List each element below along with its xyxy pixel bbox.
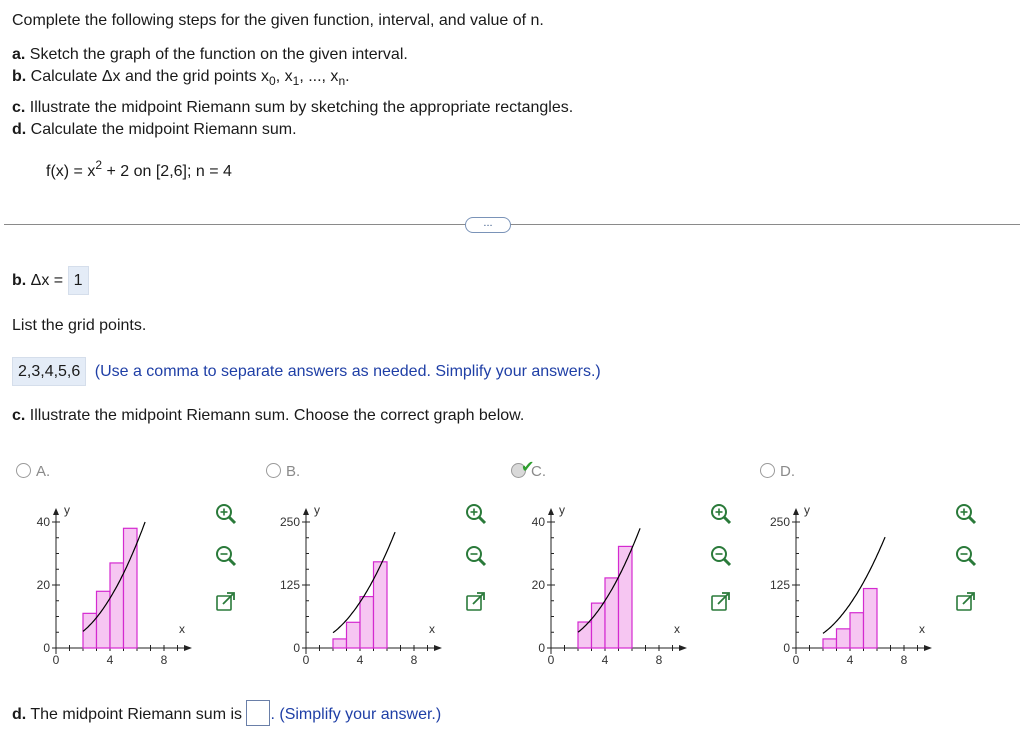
graphs-canvas: [0, 490, 1024, 670]
y-axis-arrow: [53, 508, 59, 515]
riemann-rectangle: [823, 639, 837, 648]
option-d-radio[interactable]: [760, 463, 775, 478]
x-tick-label: 0: [792, 653, 800, 667]
option-b-label: B.: [286, 463, 301, 480]
part-c-text: Illustrate the midpoint Riemann sum. Choose the correct graph below.: [29, 407, 525, 424]
option-b[interactable]: [266, 463, 300, 480]
function-definition: [46, 158, 232, 181]
section-divider: [4, 224, 1020, 225]
x-axis-arrow: [924, 645, 932, 651]
y-tick-label: 125: [279, 578, 300, 592]
riemann-rectangle: [619, 546, 633, 648]
option-a-label: A.: [36, 463, 51, 480]
riemann-rectangle: [360, 597, 374, 648]
part-c-label: c.: [12, 407, 26, 424]
y-axis-label: y: [559, 503, 565, 517]
part-b-dx: [12, 266, 89, 295]
y-tick-label: 0: [293, 641, 300, 655]
step-b-text: Calculate Δx and the grid points x: [30, 68, 270, 85]
option-a[interactable]: [16, 463, 50, 480]
zoom-out-icon-handle[interactable]: [479, 559, 485, 565]
part-d-row: [12, 700, 441, 726]
y-tick-label: 0: [538, 641, 545, 655]
y-axis-label: y: [64, 503, 70, 517]
option-d[interactable]: [760, 463, 795, 480]
step-b-sep-1: , x: [275, 68, 293, 85]
checkmark-icon: ✔: [521, 459, 535, 476]
x-axis-arrow: [434, 645, 442, 651]
y-tick-label: 0: [783, 641, 790, 655]
riemann-rectangle: [124, 528, 138, 648]
y-tick-label: 250: [769, 515, 790, 529]
zoom-in-icon-handle[interactable]: [724, 517, 730, 523]
riemann-rectangle: [83, 613, 97, 648]
more-button[interactable]: ...: [465, 217, 511, 233]
y-axis-arrow: [793, 508, 799, 515]
instruction-text: Complete the following steps for the given function, interval, and value of n.: [12, 12, 544, 29]
x-tick-label: 0: [52, 653, 60, 667]
riemann-sum-input[interactable]: [246, 700, 270, 726]
y-axis-arrow: [303, 508, 309, 515]
option-b-radio[interactable]: [266, 463, 281, 478]
step-b-sub-0: 0: [269, 74, 276, 88]
x-tick-label: 8: [900, 653, 908, 667]
y-axis-arrow: [548, 508, 554, 515]
x-axis-arrow: [679, 645, 687, 651]
riemann-rectangle: [333, 639, 347, 648]
step-a-label: a.: [12, 46, 26, 63]
x-tick-label: 8: [655, 653, 663, 667]
x-tick-label: 4: [356, 653, 364, 667]
x-tick-label: 0: [547, 653, 555, 667]
y-axis-label: y: [804, 503, 810, 517]
grid-points-hint: (Use a comma to separate answers as needed. Simplify your answers.): [94, 363, 601, 380]
step-b: [12, 68, 350, 86]
x-tick-label: 4: [106, 653, 114, 667]
y-tick-label: 0: [43, 641, 50, 655]
x-axis-label: x: [429, 622, 435, 636]
step-b-sep-2: , ..., x: [299, 68, 339, 85]
part-d-hint: . (Simplify your answer.): [270, 706, 442, 723]
grid-points-row: [12, 357, 601, 386]
y-axis-label: y: [314, 503, 320, 517]
step-b-label: b.: [12, 68, 27, 85]
function-exponent: 2: [95, 158, 103, 172]
zoom-out-icon-handle[interactable]: [724, 559, 730, 565]
x-axis-label: x: [919, 622, 925, 636]
step-a-text: Sketch the graph of the function on the given interval.: [29, 46, 408, 63]
grid-points-answer[interactable]: 2,3,4,5,6: [12, 357, 86, 386]
option-d-label: D.: [780, 463, 795, 480]
step-d-text: Calculate the midpoint Riemann sum.: [30, 121, 297, 138]
riemann-rectangle: [97, 591, 111, 648]
part-c-prompt: [12, 407, 524, 425]
y-tick-label: 40: [36, 515, 50, 529]
function-post: + 2 on [2,6]; n = 4: [102, 163, 232, 180]
part-d-text: The midpoint Riemann sum is: [30, 706, 243, 723]
step-b-end: .: [345, 68, 350, 85]
riemann-rectangle: [864, 589, 878, 648]
x-tick-label: 4: [846, 653, 854, 667]
x-axis-label: x: [674, 622, 680, 636]
y-tick-label: 250: [279, 515, 300, 529]
function-pre: f(x) = x: [46, 163, 96, 180]
step-b-sub-n: n: [338, 74, 346, 88]
zoom-out-icon-handle[interactable]: [229, 559, 235, 565]
step-c-label: c.: [12, 99, 26, 116]
step-d: [12, 121, 297, 139]
x-axis-arrow: [184, 645, 192, 651]
part-b-text: Δx =: [30, 272, 64, 289]
x-tick-label: 0: [302, 653, 310, 667]
step-a: [12, 46, 408, 64]
riemann-rectangle: [347, 622, 361, 648]
x-tick-label: 4: [601, 653, 609, 667]
part-d-label: d.: [12, 706, 27, 723]
riemann-rectangle: [837, 629, 851, 648]
riemann-rectangle: [110, 563, 124, 648]
dx-answer[interactable]: 1: [68, 266, 89, 295]
step-c-text: Illustrate the midpoint Riemann sum by sketching the appropriate rectangles.: [29, 99, 574, 116]
option-a-radio[interactable]: [16, 463, 31, 478]
x-tick-label: 8: [410, 653, 418, 667]
zoom-out-icon-handle[interactable]: [969, 559, 975, 565]
step-d-label: d.: [12, 121, 27, 138]
part-b-label: b.: [12, 272, 27, 289]
option-c-label: C.: [531, 463, 546, 480]
y-tick-label: 20: [531, 578, 545, 592]
riemann-rectangle: [850, 613, 864, 648]
zoom-in-icon-handle[interactable]: [479, 517, 485, 523]
y-tick-label: 125: [769, 578, 790, 592]
y-tick-label: 20: [36, 578, 50, 592]
zoom-in-icon-handle[interactable]: [229, 517, 235, 523]
x-axis-label: x: [179, 622, 185, 636]
step-c: [12, 99, 573, 117]
step-b-sub-1: 1: [292, 74, 300, 88]
zoom-in-icon-handle[interactable]: [969, 517, 975, 523]
x-tick-label: 8: [160, 653, 168, 667]
y-tick-label: 40: [531, 515, 545, 529]
list-grid-prompt: List the grid points.: [12, 317, 147, 334]
